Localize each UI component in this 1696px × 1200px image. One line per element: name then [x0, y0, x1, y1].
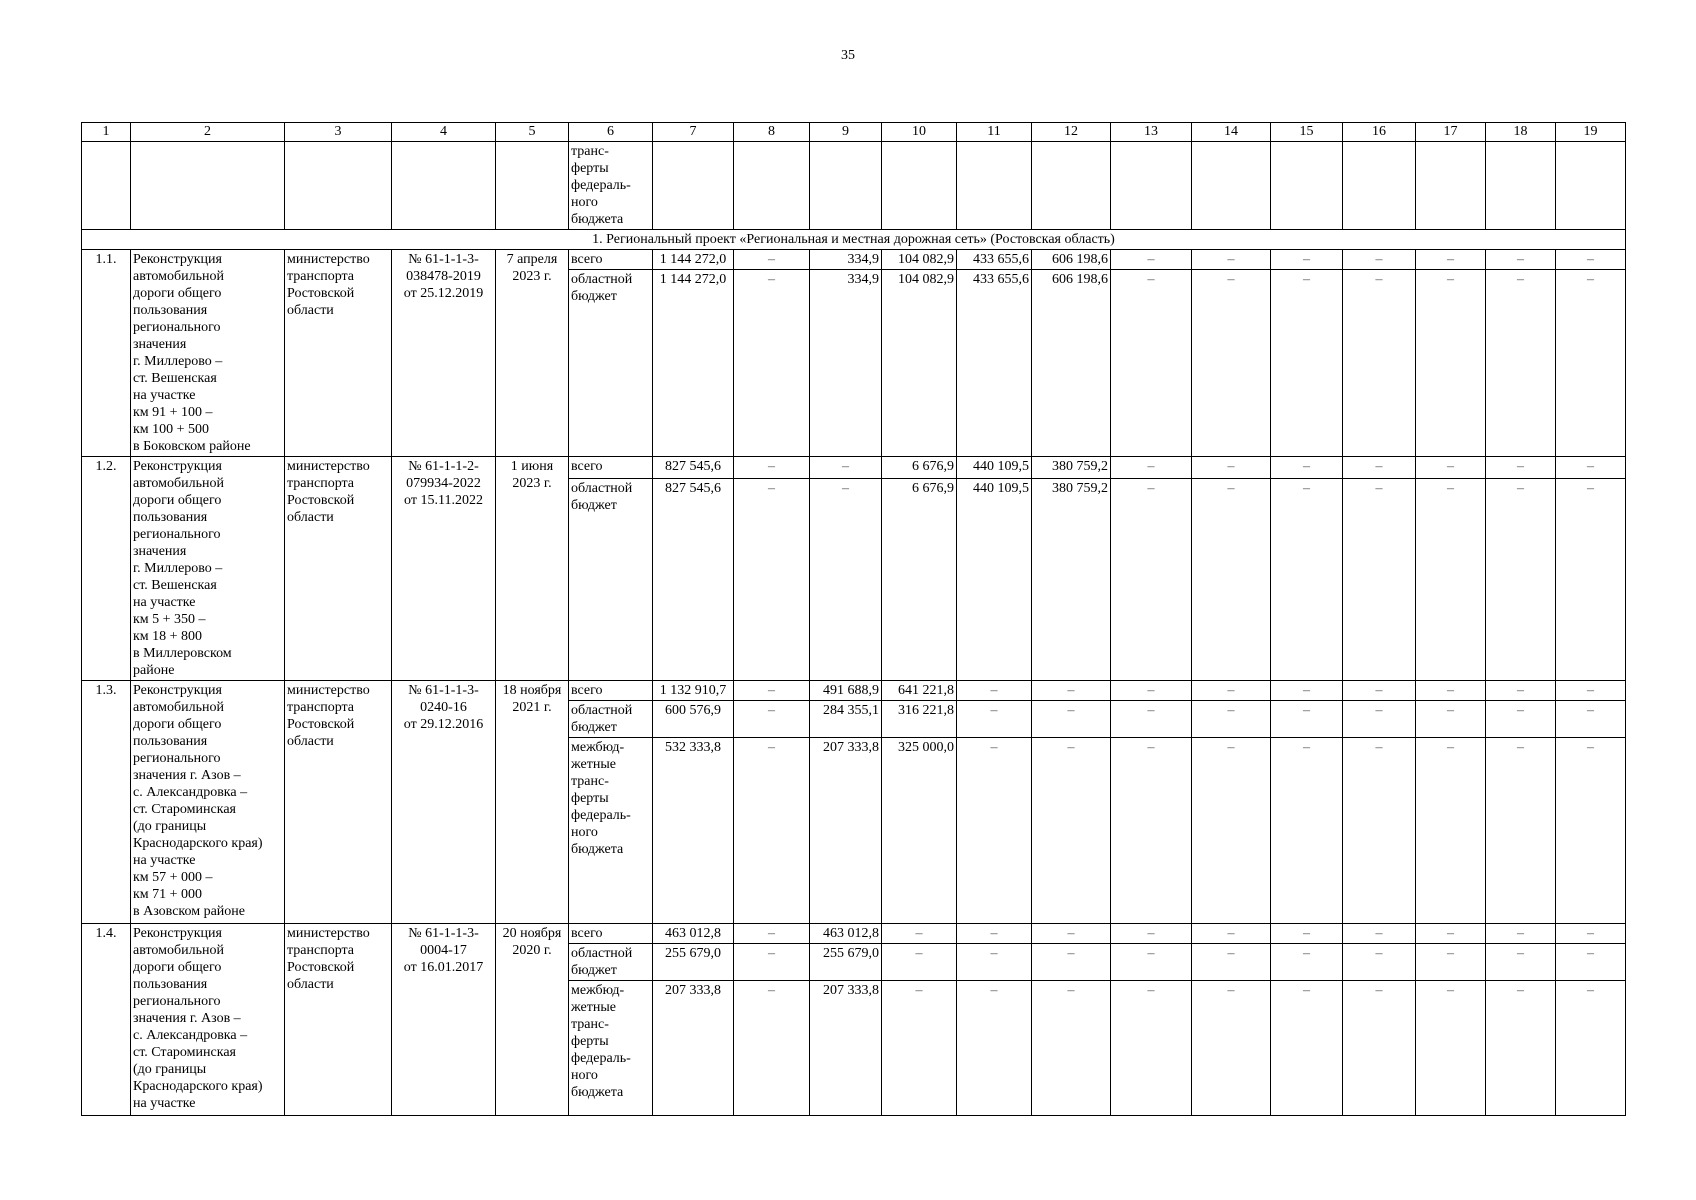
amount-cell: – — [1416, 457, 1486, 479]
amount-cell: – — [734, 270, 810, 457]
project-row — [82, 250, 1626, 270]
empty-cell — [957, 142, 1032, 230]
amount-cell: 325 000,0 — [882, 738, 957, 924]
amount-cell: – — [1192, 681, 1271, 701]
amount-cell: – — [1192, 701, 1271, 738]
amount-cell: 6 676,9 — [882, 478, 957, 680]
amount-cell: 600 576,9 — [653, 701, 734, 738]
amount-cell: – — [1111, 270, 1192, 457]
amount-cell: – — [1111, 738, 1192, 924]
amount-cell: – — [734, 701, 810, 738]
amount-cell: – — [1486, 250, 1556, 270]
expertise-number: № 61-1-1-3- 0004-17 от 16.01.2017 — [392, 924, 496, 1116]
amount-cell: 606 198,6 — [1032, 250, 1111, 270]
amount-cell: – — [734, 924, 810, 944]
amount-cell: – — [1192, 981, 1271, 1116]
project-customer: министерство транспорта Ростовской области — [285, 250, 392, 457]
amount-cell: 104 082,9 — [882, 250, 957, 270]
amount-cell: – — [1486, 681, 1556, 701]
expertise-number: № 61-1-1-2- 079934-2022 от 15.11.2022 — [392, 457, 496, 681]
funding-source: областной бюджет — [569, 701, 653, 738]
amount-cell: – — [1271, 681, 1343, 701]
amount-cell: 207 333,8 — [810, 981, 882, 1116]
amount-cell: – — [1556, 738, 1626, 924]
column-number: 4 — [392, 123, 496, 142]
amount-cell: – — [1343, 738, 1416, 924]
project-customer: министерство транспорта Ростовской области — [285, 681, 392, 924]
empty-cell — [1271, 142, 1343, 230]
column-number: 1 — [82, 123, 131, 142]
amount-cell: 827 545,6 — [653, 457, 734, 479]
funding-source: межбюд- жетные транс- ферты федераль- ного бюджета — [569, 738, 653, 924]
amount-cell: 207 333,8 — [653, 981, 734, 1116]
amount-cell: – — [957, 701, 1032, 738]
amount-cell: – — [1111, 701, 1192, 738]
column-number: 15 — [1271, 123, 1343, 142]
amount-cell: 532 333,8 — [653, 738, 734, 924]
funding-source: всего — [569, 250, 653, 270]
amount-cell: – — [957, 924, 1032, 944]
empty-cell — [1416, 142, 1486, 230]
column-number: 3 — [285, 123, 392, 142]
empty-cell — [1486, 142, 1556, 230]
section-title: 1. Региональный проект «Региональная и местная дорожная сеть» (Ростовская область) — [82, 230, 1626, 250]
project-name: Реконструкция автомобильной дороги общего пользования регионального значения г. Миллерово – ст. Вешенская на участке км 5 + 350 – км 18 + 800 в Миллеровском районе — [131, 457, 285, 681]
funding-source: всего — [569, 681, 653, 701]
column-number: 19 — [1556, 123, 1626, 142]
amount-cell: 316 221,8 — [882, 701, 957, 738]
amount-cell: – — [1343, 250, 1416, 270]
amount-cell: 827 545,6 — [653, 478, 734, 680]
funding-source: всего — [569, 924, 653, 944]
funding-source: областной бюджет — [569, 478, 653, 680]
amount-cell: – — [810, 478, 882, 680]
amount-cell: – — [1556, 944, 1626, 981]
funding-source-cell: транс- ферты федераль- ного бюджета — [569, 142, 653, 230]
amount-cell: – — [1032, 981, 1111, 1116]
amount-cell: – — [1271, 924, 1343, 944]
amount-cell: 433 655,6 — [957, 270, 1032, 457]
amount-cell: – — [1271, 701, 1343, 738]
amount-cell: – — [734, 457, 810, 479]
project-row — [82, 924, 1626, 944]
amount-cell: – — [1556, 701, 1626, 738]
amount-cell: – — [1486, 924, 1556, 944]
section-row — [82, 230, 1626, 250]
amount-cell: 463 012,8 — [810, 924, 882, 944]
empty-cell — [1192, 142, 1271, 230]
amount-cell: 380 759,2 — [1032, 457, 1111, 479]
commissioning-date: 1 июня 2023 г. — [496, 457, 569, 681]
amount-cell: – — [1416, 738, 1486, 924]
project-row — [82, 681, 1626, 701]
amount-cell: – — [1343, 701, 1416, 738]
amount-cell: – — [1032, 944, 1111, 981]
empty-cell — [810, 142, 882, 230]
project-row — [82, 457, 1626, 479]
amount-cell: 606 198,6 — [1032, 270, 1111, 457]
project-number: 1.1. — [82, 250, 131, 457]
amount-cell: 463 012,8 — [653, 924, 734, 944]
empty-cell — [1111, 142, 1192, 230]
project-name: Реконструкция автомобильной дороги общего пользования регионального значения г. Азов – с. Александровка – ст. Староминская (до границы Краснодарского края) на участке км 57 + 000 – км 71 + 000 в Азовском районе — [131, 681, 285, 924]
amount-cell: – — [734, 944, 810, 981]
amount-cell: – — [1486, 981, 1556, 1116]
column-number: 16 — [1343, 123, 1416, 142]
empty-cell — [1556, 142, 1626, 230]
amount-cell: 6 676,9 — [882, 457, 957, 479]
amount-cell: – — [734, 478, 810, 680]
amount-cell: 1 144 272,0 — [653, 250, 734, 270]
column-number-row — [82, 123, 1626, 142]
amount-cell: – — [882, 924, 957, 944]
empty-cell — [82, 142, 131, 230]
project-name: Реконструкция автомобильной дороги общего пользования регионального значения г. Миллерово – ст. Вешенская на участке км 91 + 100 – км 100 + 500 в Боковском районе — [131, 250, 285, 457]
amount-cell: – — [1271, 250, 1343, 270]
amount-cell: – — [1486, 478, 1556, 680]
amount-cell: 433 655,6 — [957, 250, 1032, 270]
amount-cell: – — [1343, 681, 1416, 701]
empty-cell — [131, 142, 285, 230]
amount-cell: 440 109,5 — [957, 478, 1032, 680]
amount-cell: 255 679,0 — [653, 944, 734, 981]
amount-cell: – — [1111, 924, 1192, 944]
amount-cell: – — [1416, 681, 1486, 701]
amount-cell: – — [1556, 681, 1626, 701]
financing-table — [81, 122, 1626, 1116]
amount-cell: – — [1271, 738, 1343, 924]
amount-cell: – — [1032, 701, 1111, 738]
amount-cell: – — [1343, 924, 1416, 944]
amount-cell: – — [1111, 478, 1192, 680]
amount-cell: – — [1486, 944, 1556, 981]
amount-cell: 334,9 — [810, 270, 882, 457]
funding-source: областной бюджет — [569, 944, 653, 981]
column-number: 13 — [1111, 123, 1192, 142]
amount-cell: – — [1111, 457, 1192, 479]
commissioning-date: 7 апреля 2023 г. — [496, 250, 569, 457]
amount-cell: – — [1416, 478, 1486, 680]
amount-cell: – — [1343, 478, 1416, 680]
page-number: 35 — [841, 48, 855, 63]
amount-cell: – — [1271, 944, 1343, 981]
amount-cell: – — [1111, 944, 1192, 981]
amount-cell: 440 109,5 — [957, 457, 1032, 479]
amount-cell: – — [1343, 944, 1416, 981]
amount-cell: 641 221,8 — [882, 681, 957, 701]
empty-cell — [496, 142, 569, 230]
amount-cell: – — [734, 681, 810, 701]
funding-source: областной бюджет — [569, 270, 653, 457]
amount-cell: – — [1343, 270, 1416, 457]
funding-source: межбюд- жетные транс- ферты федераль- ного бюджета — [569, 981, 653, 1116]
amount-cell: – — [957, 738, 1032, 924]
amount-cell: – — [957, 681, 1032, 701]
commissioning-date: 18 ноября 2021 г. — [496, 681, 569, 924]
funding-source: всего — [569, 457, 653, 479]
amount-cell: – — [1556, 924, 1626, 944]
amount-cell: – — [1192, 944, 1271, 981]
amount-cell: – — [1556, 457, 1626, 479]
column-number: 10 — [882, 123, 957, 142]
amount-cell: – — [1192, 478, 1271, 680]
amount-cell: – — [882, 944, 957, 981]
amount-cell: – — [1486, 738, 1556, 924]
column-number: 6 — [569, 123, 653, 142]
amount-cell: – — [1271, 270, 1343, 457]
amount-cell: – — [1271, 478, 1343, 680]
amount-cell: 380 759,2 — [1032, 478, 1111, 680]
expertise-number: № 61-1-1-3- 0240-16 от 29.12.2016 — [392, 681, 496, 924]
amount-cell: – — [1032, 924, 1111, 944]
empty-cell — [392, 142, 496, 230]
amount-cell: – — [1271, 981, 1343, 1116]
empty-cell — [285, 142, 392, 230]
project-number: 1.3. — [82, 681, 131, 924]
amount-cell: – — [1486, 701, 1556, 738]
amount-cell: – — [1556, 478, 1626, 680]
column-number: 9 — [810, 123, 882, 142]
amount-cell: – — [1486, 270, 1556, 457]
project-number: 1.4. — [82, 924, 131, 1116]
amount-cell: – — [1416, 250, 1486, 270]
empty-cell — [1343, 142, 1416, 230]
amount-cell: – — [734, 981, 810, 1116]
amount-cell: 104 082,9 — [882, 270, 957, 457]
column-number: 5 — [496, 123, 569, 142]
amount-cell: – — [882, 981, 957, 1116]
amount-cell: – — [1486, 457, 1556, 479]
amount-cell: – — [1556, 270, 1626, 457]
column-number: 11 — [957, 123, 1032, 142]
amount-cell: – — [810, 457, 882, 479]
amount-cell: 207 333,8 — [810, 738, 882, 924]
project-customer: министерство транспорта Ростовской области — [285, 457, 392, 681]
project-number: 1.2. — [82, 457, 131, 681]
empty-cell — [1032, 142, 1111, 230]
amount-cell: – — [1416, 944, 1486, 981]
amount-cell: – — [1271, 457, 1343, 479]
column-number: 14 — [1192, 123, 1271, 142]
amount-cell: 1 144 272,0 — [653, 270, 734, 457]
column-number: 12 — [1032, 123, 1111, 142]
amount-cell: – — [1192, 924, 1271, 944]
column-number: 18 — [1486, 123, 1556, 142]
amount-cell: – — [1111, 250, 1192, 270]
amount-cell: – — [1111, 681, 1192, 701]
expertise-number: № 61-1-1-3- 038478-2019 от 25.12.2019 — [392, 250, 496, 457]
amount-cell: – — [1111, 981, 1192, 1116]
column-number: 2 — [131, 123, 285, 142]
amount-cell: – — [1556, 981, 1626, 1116]
amount-cell: – — [1343, 981, 1416, 1116]
empty-cell — [734, 142, 810, 230]
amount-cell: – — [1416, 981, 1486, 1116]
amount-cell: – — [1416, 701, 1486, 738]
project-customer: министерство транспорта Ростовской области — [285, 924, 392, 1116]
commissioning-date: 20 ноября 2020 г. — [496, 924, 569, 1116]
amount-cell: – — [1192, 457, 1271, 479]
column-number: 17 — [1416, 123, 1486, 142]
amount-cell: 255 679,0 — [810, 944, 882, 981]
amount-cell: – — [957, 981, 1032, 1116]
amount-cell: – — [1192, 270, 1271, 457]
amount-cell: – — [1192, 738, 1271, 924]
amount-cell: – — [1416, 270, 1486, 457]
amount-cell: 334,9 — [810, 250, 882, 270]
project-name: Реконструкция автомобильной дороги общего пользования регионального значения г. Азов – с. Александровка – ст. Староминская (до границы Краснодарского края) на участке — [131, 924, 285, 1116]
amount-cell: – — [1192, 250, 1271, 270]
amount-cell: 1 132 910,7 — [653, 681, 734, 701]
empty-cell — [882, 142, 957, 230]
amount-cell: – — [734, 738, 810, 924]
amount-cell: 491 688,9 — [810, 681, 882, 701]
amount-cell: – — [1343, 457, 1416, 479]
amount-cell: – — [957, 944, 1032, 981]
amount-cell: – — [1032, 738, 1111, 924]
continuation-row — [82, 142, 1626, 230]
column-number: 8 — [734, 123, 810, 142]
amount-cell: – — [734, 250, 810, 270]
amount-cell: – — [1032, 681, 1111, 701]
empty-cell — [653, 142, 734, 230]
amount-cell: – — [1416, 924, 1486, 944]
amount-cell: 284 355,1 — [810, 701, 882, 738]
amount-cell: – — [1556, 250, 1626, 270]
column-number: 7 — [653, 123, 734, 142]
